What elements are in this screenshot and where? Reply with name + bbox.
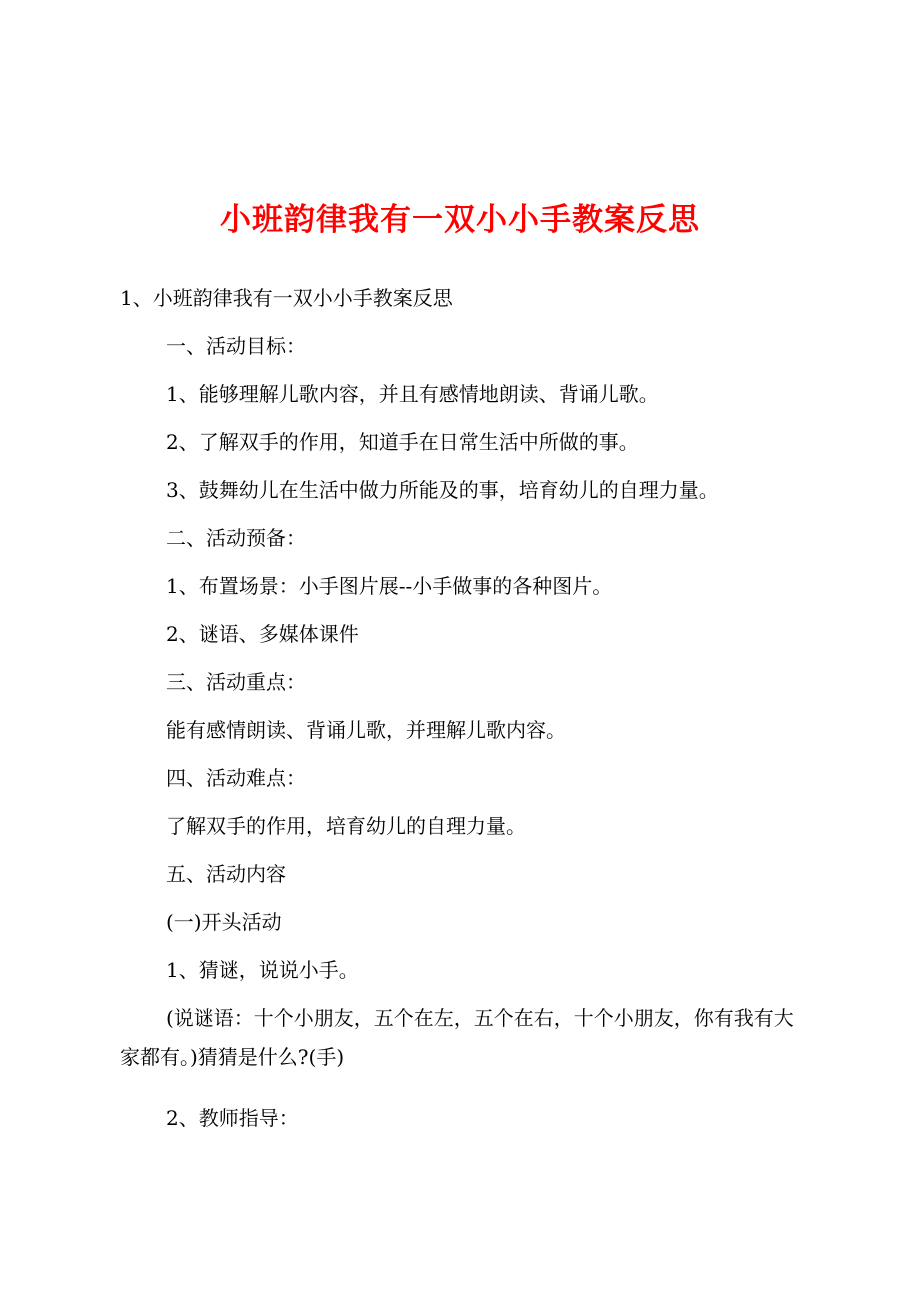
paragraph: 1、布置场景：小手图片展--小手做事的各种图片。 — [166, 574, 613, 598]
paragraph: 三、活动重点： — [166, 670, 306, 694]
paragraph: 1、猜谜，说说小手。 — [166, 958, 359, 982]
paragraph: 四、活动难点： — [166, 766, 306, 790]
section-heading: 1、小班韵律我有一双小小手教案反思 — [120, 286, 453, 310]
paragraph: 一、活动目标： — [166, 334, 306, 358]
paragraph: 2、教师指导： — [166, 1106, 299, 1130]
paragraph: (一)开头活动 — [166, 910, 282, 934]
paragraph: 1、能够理解儿歌内容，并且有感情地朗读、背诵儿歌。 — [166, 382, 659, 406]
paragraph: 2、谜语、多媒体课件 — [166, 622, 359, 646]
paragraph: 2、了解双手的作用，知道手在日常生活中所做的事。 — [166, 430, 639, 454]
paragraph: 能有感情朗读、背诵儿歌，并理解儿歌内容。 — [166, 718, 566, 742]
paragraph-riddle: (说谜语：十个小朋友，五个在左，五个在右，十个小朋友，你有我有大家都有。)猜猜是什么?(手) — [120, 1006, 794, 1069]
paragraph: 了解双手的作用，培育幼儿的自理力量。 — [166, 814, 526, 838]
paragraph: 二、活动预备： — [166, 526, 306, 550]
paragraph: 五、活动内容 — [166, 862, 286, 886]
paragraph: 3、鼓舞幼儿在生活中做力所能及的事，培育幼儿的自理力量。 — [166, 478, 719, 502]
document-title: 小班韵律我有一双小小手教案反思 — [220, 202, 700, 238]
